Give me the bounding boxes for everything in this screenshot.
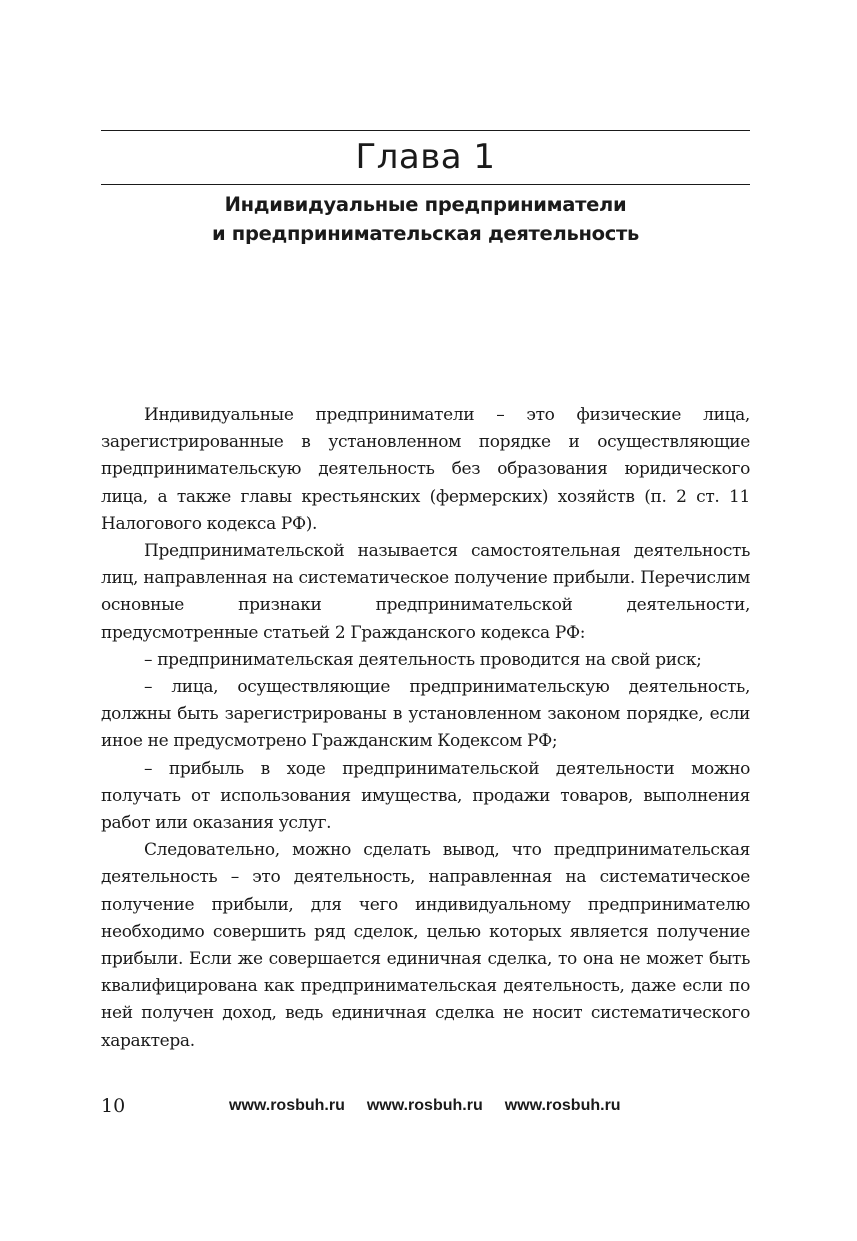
subtitle-line-2: и предпринимательская деятельность	[211, 222, 640, 245]
list-item-risk: – предпринимательская деятельность проводится на свой риск;	[144, 649, 702, 670]
chapter-subtitle	[101, 190, 750, 248]
body-text	[101, 402, 750, 1055]
chapter-bottom-rule	[101, 184, 750, 185]
page-footer	[101, 1092, 750, 1120]
page-number: 10	[101, 1095, 126, 1117]
footer-link[interactable]: www.rosbuh.ru	[366, 1097, 483, 1114]
subtitle-line-1: Индивидуальные предприниматели	[224, 193, 627, 216]
chapter-title: Глава 1	[355, 137, 496, 177]
footer-links	[229, 1094, 643, 1118]
chapter-top-rule	[101, 130, 750, 131]
paragraph-definition: Индивидуальные предприниматели – это физические лица, зарегистрированные в установленном порядке и осуществляющие предпринимательскую деятельность без образования юридического лица, а также главы крестьянских (фермерских) хозяйств (п. 2 ст. 11 Налогового кодекса РФ).	[101, 405, 750, 534]
list-item-registration: – лица, осуществляющие предпринимательскую деятельность, должны быть зарегистрированы в установленном законом порядке, если иное не предусмотрено Гражданским Кодексом РФ;	[101, 677, 750, 752]
list-item-profit: – прибыль в ходе предпринимательской деятельности можно получать от использования имущества, продажи товаров, выполнения работ или оказания услуг.	[101, 758, 750, 834]
footer-link[interactable]: www.rosbuh.ru	[229, 1097, 345, 1114]
paragraph-conclusion: Следовательно, можно сделать вывод, что предпринимательская деятельность – это деятельность, направленная на систематическое получение прибыли, для чего индивидуальному предпринимателю необходимо совершить ряд сделок, целью которых является получение прибыли. Если же совершается единичная сделка, то она не может быть квалифицирована как предпринимательская деятельность, даже если по ней получен доход, ведь единичная сделка не носит систематического характера.	[101, 840, 750, 1051]
paragraph-entrepreneurship: Предпринимательской называется самостоятельная деятельность лиц, направленная на систематическое получение прибыли. Перечислим основные признаки предпринимательской деятельности, предусмотренные статьей 2 Гражданского кодекса РФ:	[101, 541, 750, 643]
footer-link[interactable]: www.rosbuh.ru	[504, 1097, 621, 1114]
